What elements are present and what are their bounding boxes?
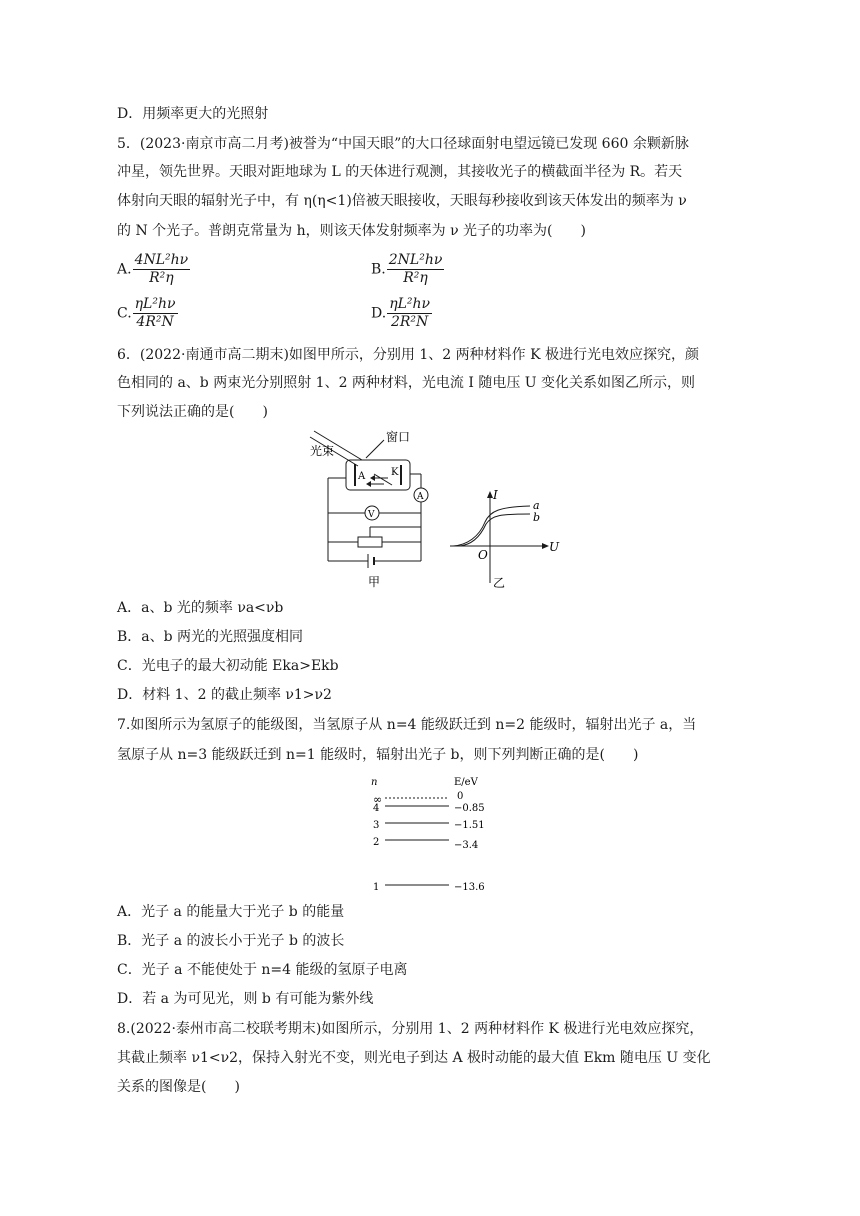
origin-label: O	[478, 548, 488, 562]
q5-line-1: 5．(2023·南京市高二月考)被誉为“中国天眼”的大口径球面射电望远镜已发现 660 余颗新脉	[117, 136, 689, 152]
q8-line-1: 8.(2022·泰州市高二校联考期末)如图所示，分别用 1、2 两种材料作 K 极进行光电效应探究，	[117, 1021, 704, 1037]
ammeter-label: A	[417, 492, 424, 502]
voltmeter-label: V	[368, 510, 375, 520]
q5-option-d-fraction	[387, 296, 432, 331]
level-4-n: 4	[373, 803, 380, 814]
q5-option-b-label: B.	[371, 261, 386, 278]
q5-option-d-denominator: 2R²N	[390, 314, 429, 330]
q5-option-a-denominator: R²η	[149, 270, 174, 286]
q5-option-a-fraction	[133, 252, 191, 287]
electron-arrowhead-1	[370, 475, 375, 481]
curve-a	[453, 506, 530, 546]
q7-option-b: B．光子 a 的波长小于光子 b 的波长	[117, 933, 345, 949]
curve-a-label: a	[533, 499, 540, 512]
level-2-e: −3.4	[454, 840, 479, 851]
q5-option-d	[371, 296, 432, 331]
q5-option-a-label: A.	[117, 261, 132, 278]
q5-option-a	[117, 252, 190, 287]
light-ray-into-tube	[374, 474, 392, 485]
q7-option-a: A．光子 a 的能量大于光子 b 的能量	[117, 904, 345, 920]
level-4-e: −0.85	[454, 803, 485, 814]
q4-option-d: D．用频率更大的光照射	[117, 106, 269, 122]
q5-option-c-label: C.	[117, 305, 132, 322]
rheostat-icon	[358, 537, 382, 547]
q7-option-c: C．光子 a 不能使处于 n=4 能级的氢原子电离	[117, 962, 408, 978]
q6-line-3: 下列说法正确的是( )	[117, 404, 268, 420]
figure-jia-caption: 甲	[368, 575, 381, 589]
q5-option-b-fraction	[387, 252, 445, 287]
q5-option-d-numerator: ηL²hν	[389, 296, 431, 312]
level-1-n: 1	[373, 882, 380, 893]
q5-line-4: 的 N 个光子。普朗克常量为 h，则该天体发射频率为 ν 光子的功率为( )	[117, 223, 586, 239]
q5-line-3: 体射向天眼的辐射光子中，有 η(η<1)倍被天眼接收，天眼每秒接收到该天体发出的频率为 ν	[117, 193, 687, 209]
q7-line-2: 氢原子从 n=3 能级跃迁到 n=1 能级时，辐射出光子 b，则下列判断正确的是( )	[117, 747, 639, 763]
figure-yi-caption: 乙	[493, 576, 506, 590]
anode-label: A	[358, 471, 366, 482]
q6-option-d: D．材料 1、2 的截止频率 ν1>ν2	[117, 687, 332, 703]
q7-line-1: 7.如图所示为氢原子的能级图，当氢原子从 n=4 能级跃迁到 n=2 能级时，辐射出光子 a，当	[117, 717, 697, 733]
q5-option-d-label: D.	[371, 305, 387, 322]
window-leader-line	[366, 440, 384, 458]
energy-level-diagram	[365, 773, 505, 895]
level-3-n: 3	[373, 820, 380, 831]
window-label: 窗口	[386, 430, 411, 444]
q8-line-2: 其截止频率 ν1<ν2，保持入射光不变，则光电子到达 A 极时动能的最大值 Ekm 随电压 U 变化	[117, 1050, 711, 1066]
q8-line-3: 关系的图像是( )	[117, 1079, 240, 1095]
level-inf-n: ∞	[373, 793, 383, 806]
q5-line-2: 冲星，领先世界。天眼对距地球为 L 的天体进行观测，其接收光子的横截面半径为 R。若天	[117, 164, 683, 180]
iu-graph-figure	[445, 485, 565, 593]
i-axis-label: I	[493, 488, 498, 502]
level-1-e: −13.6	[454, 882, 485, 893]
q5-option-c	[117, 296, 178, 331]
q5-option-b-numerator: 2NL²hν	[388, 252, 443, 268]
q6-option-a: A．a、b 光的频率 νa<νb	[117, 600, 284, 616]
q5-option-b	[371, 252, 444, 287]
cathode-label: K	[391, 467, 399, 478]
q5-option-b-denominator: R²η	[403, 270, 428, 286]
u-axis-label: U	[549, 540, 560, 554]
level-2-n: 2	[373, 837, 380, 848]
q6-option-c: C．光电子的最大初动能 Eka>Ekb	[117, 658, 339, 674]
q6-line-2: 色相同的 a、b 两束光分别照射 1、2 两种材料，光电流 I 随电压 U 变化关系如图乙所示，则	[117, 375, 696, 391]
n-column-header: n	[371, 777, 378, 788]
q5-option-c-fraction	[133, 296, 178, 331]
energy-column-header: E/eV	[454, 777, 478, 788]
q6-option-b: B．a、b 两光的光照强度相同	[117, 629, 304, 645]
q5-option-c-denominator: 4R²N	[136, 314, 174, 330]
q6-line-1: 6．(2022·南通市高二期末)如图甲所示，分别用 1、2 两种材料作 K 极进行光电效应探究，颜	[117, 347, 699, 363]
q5-option-c-numerator: ηL²hν	[134, 296, 176, 312]
light-beam-label: 光束	[310, 444, 335, 458]
curve-b-label: b	[533, 511, 541, 524]
level-3-e: −1.51	[454, 820, 485, 831]
q7-option-d: D．若 a 为可见光，则 b 有可能为紫外线	[117, 991, 374, 1007]
q5-option-a-numerator: 4NL²hν	[134, 252, 189, 268]
photoelectric-circuit-figure	[300, 428, 450, 593]
u-axis-arrowhead	[542, 543, 549, 549]
electron-arrowhead-2	[366, 481, 371, 487]
level-inf-e: 0	[457, 791, 464, 802]
